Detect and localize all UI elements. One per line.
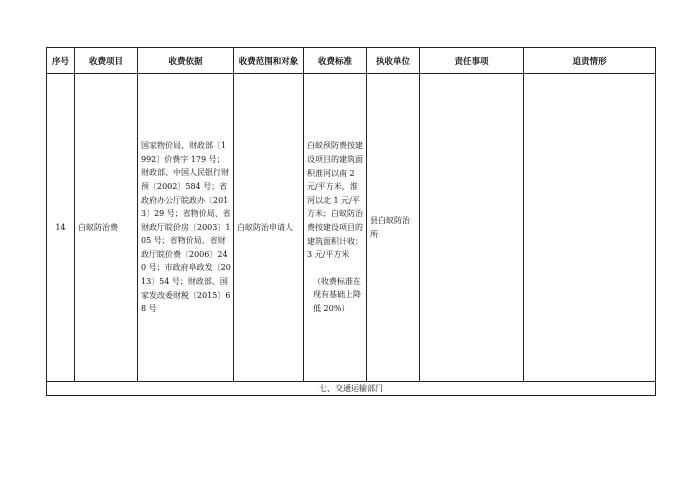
section-title: 七、交通运输部门	[47, 382, 656, 396]
cell-basis	[138, 74, 234, 382]
header-unit: 执收单位	[367, 48, 420, 74]
basis-text: 国家物价局、财政部〔1992〕价费字 179 号；财政部、中国人民银行财预〔2002〕584 号；省政府办公厅皖政办〔2013〕29 号；省物价局、省财政厅皖价房〔2003〕105 号；省物价局、省财政厅皖价费〔2006〕240 号；市政府阜政发〔2013〕54 号；财政部、国家发改委财税〔2015〕68 号	[141, 141, 231, 314]
header-no: 序号	[47, 48, 75, 74]
cell-responsibility	[420, 74, 524, 382]
table-row	[47, 74, 656, 382]
cell-scope: 白蚁防治申请人	[234, 74, 304, 382]
header-standard: 收费标准	[304, 48, 367, 74]
cell-accountability	[524, 74, 656, 382]
fee-table	[46, 47, 656, 396]
section-row	[47, 382, 656, 396]
cell-item: 白蚁防治费	[75, 74, 138, 382]
standard-text: 白蚁预防费按建设项目的建筑面积淮河以南 2 元/平方米，淮河以北 1 元/平方米；白蚁防治费按建设项目的建筑面积计收：3 元/平方米	[307, 141, 363, 260]
header-responsibility: 责任事项	[420, 48, 524, 74]
header-basis: 收费依据	[138, 48, 234, 74]
cell-unit: 县白蚁防治所	[367, 74, 420, 382]
cell-standard	[304, 74, 367, 382]
cell-no: 14	[47, 74, 75, 382]
header-scope: 收费范围和对象	[234, 48, 304, 74]
header-accountability: 追责情形	[524, 48, 656, 74]
header-row	[47, 48, 656, 74]
standard-note: （收费标准在现有基础上降低 20%）	[313, 276, 361, 313]
header-item: 收费项目	[75, 48, 138, 74]
